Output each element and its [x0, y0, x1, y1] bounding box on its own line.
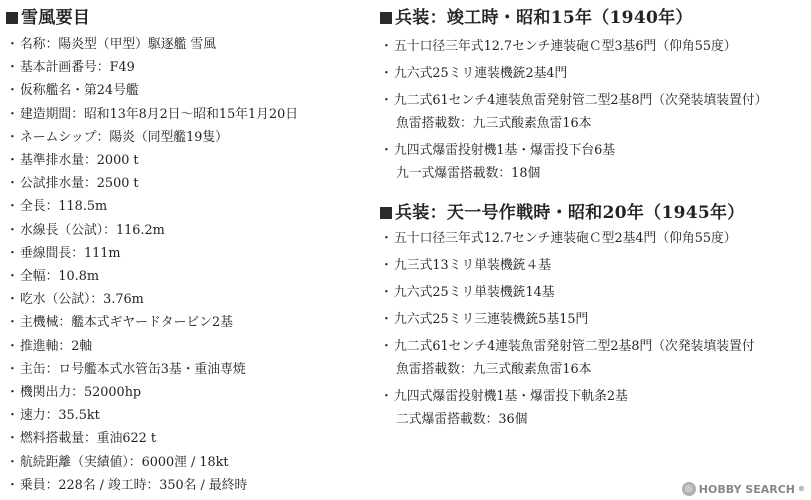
armament-1945-item-text: 五十口径三年式12.7センチ連装砲Ｃ型2基4門（仰角55度） [394, 231, 737, 246]
bullet-mark: ・ [380, 66, 393, 81]
bullet-mark: ・ [6, 199, 19, 215]
armament-1940-item-text: 魚雷搭載数：九三式酸素魚雷16本 [396, 116, 592, 131]
spec-item-text: 機関出力：52000hp [20, 385, 142, 400]
spec-item [6, 82, 139, 100]
bullet-mark: ・ [6, 60, 19, 76]
armament-1940-item [396, 165, 540, 183]
bullet-mark: ・ [6, 129, 19, 145]
bullet-mark: ・ [6, 338, 19, 354]
spec-item-text: 乗員：228名 / 竣工時：350名 / 最終時 [20, 477, 248, 493]
bullet-mark: ・ [380, 93, 393, 108]
spec-item-text: 公試排水量：2500 t [20, 176, 139, 192]
armament-1940-item-text: 九一式爆雷搭載数：18個 [396, 166, 541, 181]
spec-item-text: 主機械：艦本式ギヤードタービン2基 [20, 315, 233, 331]
armament-1940-heading [380, 8, 693, 28]
spec-item [6, 384, 141, 402]
bullet-mark: ・ [380, 39, 393, 54]
spec-item [6, 338, 92, 356]
armament-1945-item-text: 九三式13ミリ単装機銃４基 [394, 258, 552, 273]
spec-item-text: 基準排水量：2000 t [20, 153, 139, 168]
bullet-mark: ・ [6, 269, 19, 284]
hobby-search-logo-icon: ◎ [682, 482, 696, 496]
spec-item-text: 仮称艦名・第24号艦 [20, 83, 139, 99]
bullet-mark: ・ [6, 106, 19, 122]
armament-1945-item [380, 338, 755, 356]
bullet-mark: ・ [6, 408, 19, 424]
armament-1945-item [380, 388, 628, 406]
spec-item [6, 106, 298, 124]
spec-item-text: 吃水（公試）：3.76m [20, 292, 144, 308]
spec-item-text: 全幅：10.8m [20, 269, 100, 284]
spec-item [6, 129, 228, 147]
spec-item-text: 垂線間長：111m [20, 245, 121, 261]
spec-item [6, 477, 247, 495]
spec-item [6, 361, 246, 379]
black-square-icon [6, 12, 18, 24]
bullet-mark: ・ [6, 385, 19, 400]
bullet-mark: ・ [6, 153, 19, 168]
spec-item-text: 全長：118.5m [20, 199, 108, 215]
armament-1945-heading-text: 兵装：天一号作戦時・昭和20年（1945年） [395, 203, 745, 223]
bullet-mark: ・ [6, 292, 19, 308]
spec-item [6, 36, 216, 54]
spec-item-text: 航続距離（実績値）：6000浬 / 18kt [20, 454, 229, 470]
spec-item-text: 主缶：ロ号艦本式水管缶3基・重油専焼 [20, 361, 246, 377]
armament-1945-item-text: 九二式61センチ4連装魚雷発射管二型2基8門（次発装填装置付 [394, 339, 755, 354]
spec-item [6, 222, 165, 240]
bullet-mark: ・ [6, 315, 19, 331]
spec-item [6, 175, 139, 193]
armament-1945-item [380, 284, 555, 302]
armament-1940-item-text: 九六式25ミリ連装機銃2基4門 [394, 66, 568, 81]
spec-item [6, 59, 135, 77]
armament-1945-item [380, 257, 551, 275]
armament-1940-item [380, 142, 615, 160]
armament-1940-heading-text: 兵装：竣工時・昭和15年（1940年） [395, 8, 693, 28]
bullet-mark: ・ [6, 454, 19, 470]
spec-item-text: ネームシップ：陽炎（同型艦19隻） [20, 129, 228, 145]
bullet-mark: ・ [380, 231, 393, 246]
watermark-text: HOBBY SEARCH [698, 482, 795, 496]
spec-item-text: 燃料搭載量：重油622 t [20, 431, 157, 447]
armament-1945-item-text: 九六式25ミリ三連装機銃5基15門 [394, 312, 589, 327]
armament-1945-item-text: 魚雷搭載数：九三式酸素魚雷16本 [396, 362, 592, 377]
spec-item [6, 152, 139, 170]
bullet-mark: ・ [6, 431, 19, 447]
armament-1945-item [380, 311, 588, 329]
armament-1940-item [380, 92, 767, 110]
spec-item-text: 速力：35.5kt [20, 408, 100, 424]
bullet-mark: ・ [6, 477, 19, 493]
spec-item [6, 291, 144, 309]
bullet-mark: ・ [380, 312, 393, 327]
bullet-mark: ・ [6, 222, 19, 238]
spec-item-text: 水線長（公試）：116.2m [20, 222, 165, 238]
spec-item-text: 名称：陽炎型（甲型）駆逐艦 雪風 [20, 37, 217, 52]
armament-1940-item-text: 九二式61センチ4連装魚雷発射管二型2基8門（次発装填装置付） [394, 93, 768, 108]
armament-1945-item-text: 二式爆雷搭載数：36個 [396, 412, 528, 427]
spec-item-text: 基本計画番号：F49 [20, 60, 135, 76]
bullet-mark: ・ [380, 389, 393, 404]
black-square-icon [380, 207, 392, 219]
armament-1940-item [396, 115, 591, 133]
spec-item [6, 430, 156, 448]
spec-item [6, 245, 121, 263]
armament-1945-item [380, 230, 737, 248]
spec-item [6, 314, 233, 332]
bullet-mark: ・ [6, 176, 19, 192]
spec-heading-text: 雪風要目 [21, 8, 91, 28]
spec-item [6, 454, 229, 472]
bullet-mark: ・ [6, 83, 19, 99]
bullet-mark: ・ [380, 285, 393, 300]
spec-item [6, 407, 100, 425]
bullet-mark: ・ [6, 245, 19, 261]
spec-item-text: 推進軸：2軸 [20, 338, 93, 354]
bullet-mark: ・ [6, 37, 19, 52]
bullet-mark: ・ [380, 258, 393, 273]
bullet-mark: ・ [6, 361, 19, 377]
spec-heading [6, 8, 90, 28]
armament-1945-item [396, 361, 591, 379]
armament-1945-item [396, 411, 527, 429]
spec-item [6, 198, 107, 216]
armament-1940-item-text: 九四式爆雷投射機1基・爆雷投下台6基 [394, 143, 616, 158]
armament-1940-item [380, 65, 567, 83]
spec-item-text: 建造期間：昭和13年8月2日～昭和15年1月20日 [20, 106, 299, 122]
bullet-mark: ・ [380, 143, 393, 158]
spec-item [6, 268, 99, 286]
black-square-icon [380, 12, 392, 24]
armament-1940-item-text: 五十口径三年式12.7センチ連装砲Ｃ型3基6門（仰角55度） [394, 39, 737, 54]
armament-1945-heading [380, 203, 745, 223]
bullet-mark: ・ [380, 339, 393, 354]
registered-mark: ® [798, 485, 805, 493]
hobby-search-watermark [682, 482, 805, 496]
armament-1945-item-text: 九四式爆雷投射機1基・爆雷投下軌条2基 [394, 389, 628, 404]
armament-1940-item [380, 38, 737, 56]
armament-1945-item-text: 九六式25ミリ単装機銃14基 [394, 285, 555, 300]
